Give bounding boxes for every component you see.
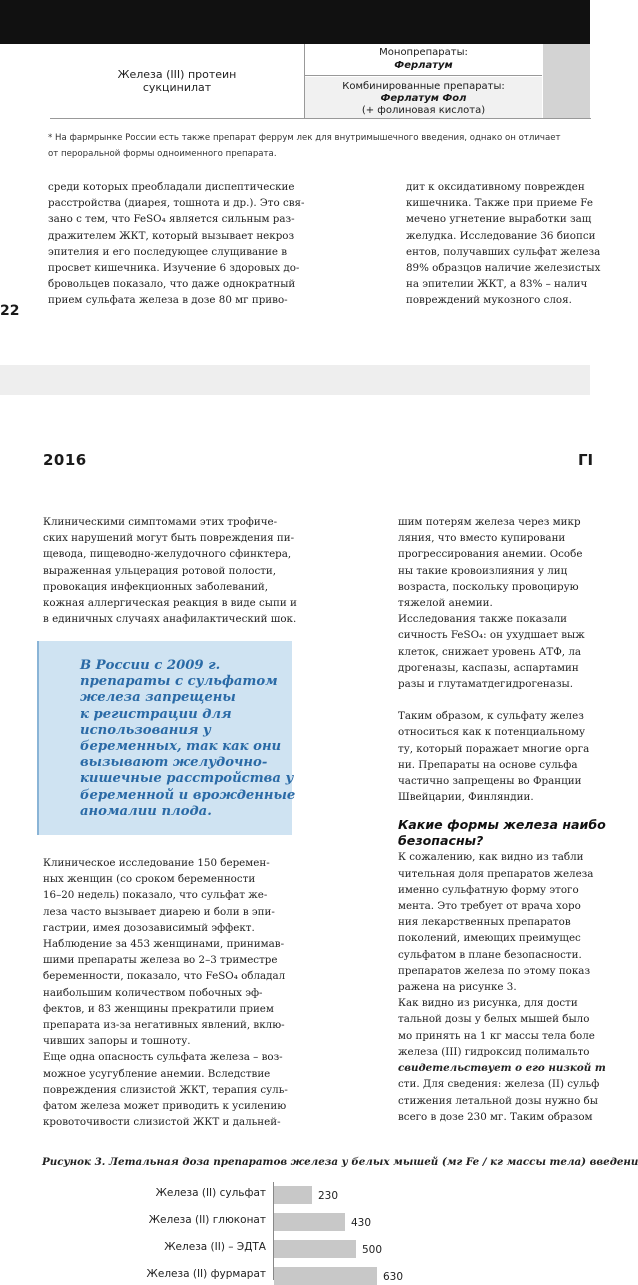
page2-left-column-top [43, 514, 297, 627]
section-heading: безопасны? [398, 833, 484, 849]
page2-left-column-bottom [43, 855, 291, 1130]
text-line: Таким образом, к сульфату желез [398, 710, 584, 723]
text-line: гастрии, имея дозозависимый эффект. [43, 921, 255, 934]
text-line: шим потерям железа через микр [398, 516, 581, 528]
bar-label: Железа (II) фурмарат [146, 1268, 266, 1280]
comb-label: Комбинированные препараты: [342, 81, 505, 92]
mono-label: Монопрепараты: [379, 47, 468, 58]
text-line: Клиническими симптомами этих трофиче- [43, 516, 278, 528]
text-line: ентов, получавших сульфат железа [406, 245, 601, 258]
text-line: кожная аллергическая реакция в виде сыпи и [43, 597, 297, 610]
footnote-line: от пероральной формы одноименного препарата. [48, 149, 277, 159]
text-line: в единичных случаях анафилактический шок. [43, 613, 297, 626]
bar-value-label: 630 [383, 1271, 404, 1283]
text-line: расстройства (диарея, тошнота и др.). Это свя- [48, 197, 305, 210]
figure-caption: Рисунок 3. Летальная доза препаратов железа у белых мышей (мг Fe / кг массы тела) введени [42, 1156, 638, 1168]
text-line: сульфатом в плане безопасности. [398, 948, 582, 961]
text-line: наибольшим количеством побочных эф- [43, 986, 263, 999]
text-line: препаратов железа по этому показ [398, 964, 591, 977]
bar [274, 1240, 356, 1258]
text-line: кровоточивости слизистой ЖКТ и дальней- [43, 1116, 281, 1129]
text-line: мо принять на 1 кг массы тела боле [398, 1029, 595, 1042]
callout-line: железа запрещены [80, 690, 236, 706]
text-line: сичность FeSO₄: он ухудшает выж [398, 629, 585, 642]
text-line: К сожалению, как видно из табли [398, 851, 584, 864]
text-line: поколений, имеющих преимущес [398, 932, 581, 945]
text-line: просвет кишечника. Изучение 6 здоровых до- [48, 262, 300, 275]
callout-line: к регистрации для [80, 706, 232, 722]
running-header-year: 2016 [43, 451, 87, 469]
text-line: Швейцарии, Финляндии. [398, 791, 534, 804]
text-line: относиться как к потенциальному [398, 726, 586, 739]
text-line: можное усугубление анемии. Вследствие [43, 1067, 271, 1080]
mono-product: Ферлатум [394, 60, 453, 71]
callout-line: беременных, так как они [80, 739, 282, 755]
callout-line: препараты с сульфатом [80, 674, 278, 690]
text-line: повреждения слизистой ЖКТ, терапия суль- [43, 1083, 288, 1096]
text-line: прогрессирования анемии. Особе [398, 548, 583, 561]
bar-value-label: 500 [362, 1244, 383, 1256]
text-line: среди которых преобладали диспептические [48, 181, 295, 193]
page1-right-column [406, 179, 606, 309]
callout-line: использования у [80, 722, 211, 738]
text-line: Как видно из рисунка, для дости [398, 997, 578, 1010]
comb-product: Ферлатум Фол [380, 93, 467, 104]
section-heading: Какие формы железа наибо [398, 817, 606, 833]
running-header-title: ГІ [578, 451, 594, 469]
bar [274, 1186, 312, 1204]
text-line: всего в дозе 230 мг. Таким образом [398, 1110, 593, 1123]
text-line: ских нарушений могут быть повреждения пи- [43, 532, 295, 545]
callout-line: вызывают желудочно- [80, 755, 268, 771]
footnote [48, 130, 608, 162]
footnote-line: * На фармрынке России есть также препарат феррум лек для внутримышечного введения, однако он отличает [48, 133, 561, 143]
text-line: щевода, пищеводно-желудочного сфинктера, [43, 548, 292, 561]
callout-line: кишечные расстройства у [80, 771, 294, 787]
text-line: беременности, показало, что FeSO₄ обладал [43, 970, 286, 983]
text-line: стижения летальной дозы нужно бы [398, 1094, 598, 1107]
text-line: бровольцев показало, что даже однократный [48, 278, 296, 291]
table-cell-monopreparations [305, 44, 542, 76]
text-line: ния лекарственных препаратов [398, 916, 571, 929]
callout-accent-bar [37, 641, 39, 835]
bar-value-label: 430 [351, 1217, 372, 1229]
text-line: Еще одна опасность сульфата железа – воз- [43, 1051, 283, 1064]
text-line: дрогеназы, каспазы, аспартамин [398, 661, 579, 674]
text-line: ни. Препараты на основе сульфа [398, 758, 578, 771]
text-line: провокация инфекционных заболеваний, [43, 580, 269, 593]
page-separator [0, 365, 590, 395]
bar-label: Железа (II) глюконат [148, 1214, 266, 1226]
text-line: тальной дозы у белых мышей было [398, 1013, 590, 1026]
text-line: зано с тем, что FeSO₄ является сильным раз- [48, 213, 295, 226]
comb-note: (+ фолиновая кислота) [361, 105, 486, 116]
text-line: чивших запоры и тошноту. [43, 1035, 191, 1048]
text-line: фатом железа может приводить к усилению [43, 1100, 287, 1113]
text-line: разы и глутаматдегидрогеназы. [398, 678, 574, 691]
bar-label: Железа (II) сульфат [155, 1187, 266, 1199]
callout-line: В России с 2009 г. [80, 658, 221, 673]
text-line: выраженная ульцерация ротовой полости, [43, 564, 277, 577]
text-line: Исследования также показали [398, 613, 568, 626]
table-cell-combined [305, 77, 542, 118]
bar-value-label: 230 [318, 1190, 339, 1202]
text-line: дражителем ЖКТ, который вызывает некроз [48, 229, 295, 242]
text-line: клеток, снижает уровень АТФ, ла [398, 645, 582, 658]
page1-left-column [48, 179, 305, 309]
text-line: шими препараты железа во 2–3 триместре [43, 954, 278, 967]
bar [274, 1213, 345, 1231]
text-line: свидетельствует о его низкой т [398, 1062, 606, 1075]
text-line: ных женщин (со сроком беременности [43, 873, 256, 886]
text-line: фектов, и 83 женщины прекратили прием [43, 1002, 274, 1015]
text-line: возраста, поскольку провоцирую [398, 580, 579, 593]
top-dark-band [0, 0, 590, 44]
text-line: частично запрещены во Франции [398, 775, 582, 788]
text-line: 89% образцов наличие железистых [406, 262, 601, 275]
text-line: именно сульфатную форму этого [398, 883, 579, 896]
text-line: ту, который поражает многие орга [398, 742, 590, 755]
bar-label: Железа (II) – ЭДТА [164, 1241, 266, 1253]
table-cell-empty [543, 44, 590, 118]
text-line: ражена на рисунке 3. [398, 981, 517, 994]
text-line: эпителия и его последующее слущивание в [48, 245, 288, 258]
text-line: желудка. Исследование 36 биопси [406, 229, 596, 242]
text-line: препарата из-за негативных явлений, вклю- [43, 1019, 285, 1032]
callout-line: аномалии плода. [80, 803, 212, 819]
text-line: чительная доля препаратов железа [398, 867, 594, 880]
text-line: ны такие кровоизлияния у лиц [398, 564, 568, 577]
text-line: прием сульфата железа в дозе 80 мг приво- [48, 294, 288, 307]
text-line: тяжелой анемии. [398, 597, 493, 610]
text-line: дит к оксидативному поврежден [406, 181, 585, 193]
text-line: сти. Для сведения: железа (II) сульф [398, 1078, 600, 1091]
bar [274, 1267, 377, 1285]
text-line: на эпителии ЖКТ, а 83% – налич [406, 278, 588, 291]
text-line: мента. Это требует от врача хоро [398, 900, 581, 913]
text-line: 16–20 недель) показало, что сульфат же- [43, 889, 268, 902]
text-line: ляния, что вместо купировани [398, 532, 566, 545]
text-line: железа (III) гидроксид полимальто [398, 1045, 590, 1058]
text-line: леза часто вызывает диарею и боли в эпи- [43, 905, 275, 918]
page-number: 22 [0, 303, 20, 319]
text-line: Клиническое исследование 150 беремен- [43, 857, 270, 869]
text-line: кишечника. Также при приеме Fe [406, 197, 593, 210]
text-line: мечено угнетение выработки защ [406, 213, 592, 226]
callout-text [80, 658, 296, 820]
text-line: повреждений мукозного слоя. [406, 294, 572, 307]
text-line: Наблюдение за 453 женщинами, принимав- [43, 938, 285, 951]
page2-right-column [398, 514, 608, 1125]
substance-name: Железа (III) протеин сукцинилат [117, 68, 237, 94]
callout-line: беременной и врожденные [80, 787, 296, 803]
table-cell-substance [50, 44, 305, 118]
